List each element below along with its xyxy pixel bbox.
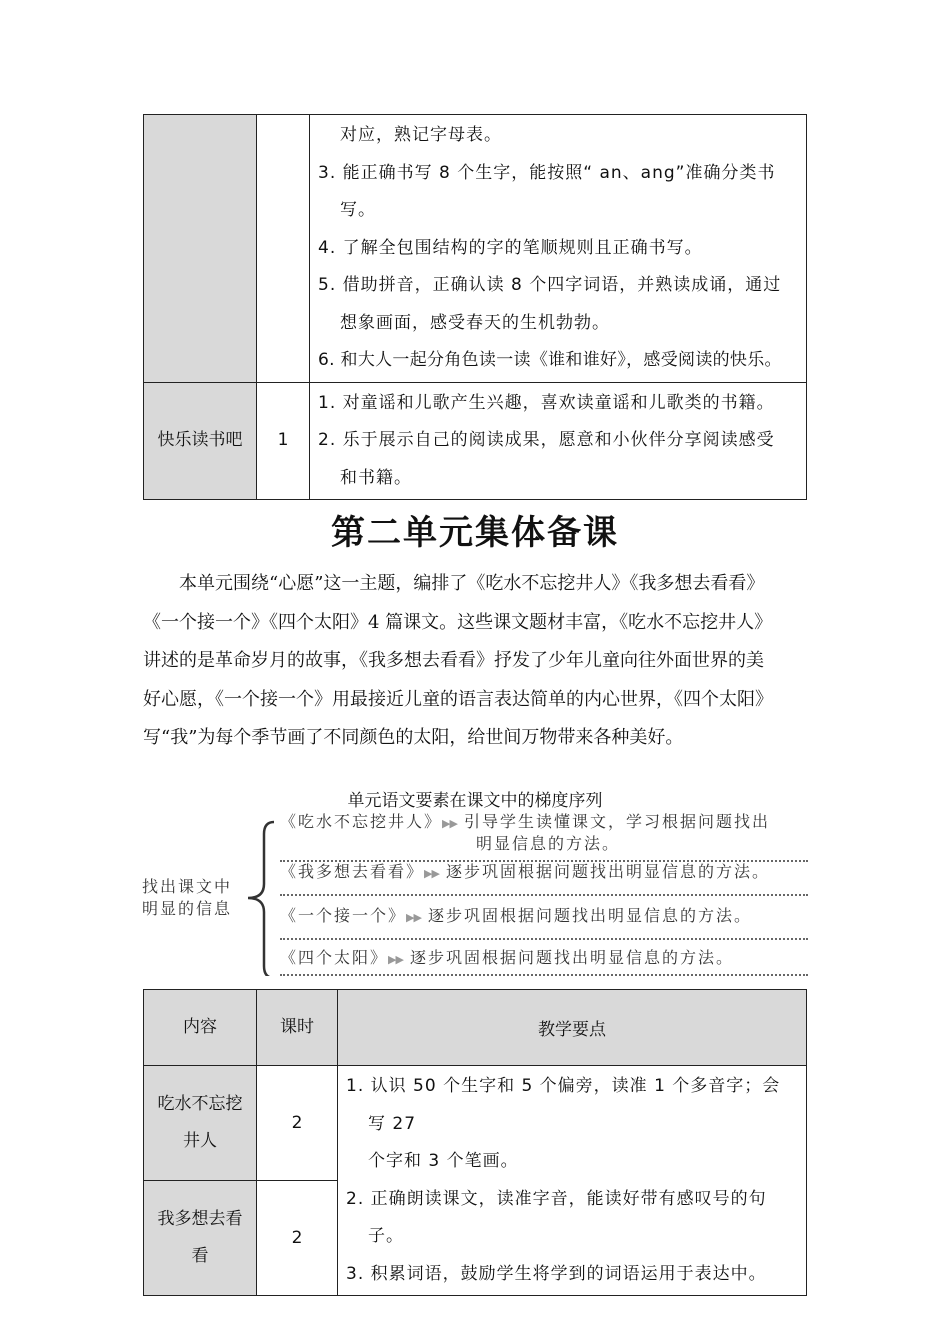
lesson-name: 《我多想去看看》 [280,862,425,881]
point-line: 对应，熟记字母表。 [340,125,502,145]
content-cell: 快乐读书吧 [144,382,257,500]
hours-cell: 2 [257,1066,338,1181]
points-cell [310,115,807,383]
teaching-table-continued [143,114,807,500]
intro-paragraph [143,565,807,758]
point-line: 和书籍。 [340,467,412,488]
diagram-row [280,860,770,886]
header-hours: 课时 [257,990,338,1066]
row-text: 逐步巩固根据问题找出明显信息的方法。 [410,948,735,967]
table-row [144,115,807,383]
point-line: 3. 能正确书写 8 个生字，能按照“ an、ang”准确分类书 [318,162,776,183]
dotted-divider [280,938,808,940]
point-line: 4. 了解全包围结构的字的笔顺规则且正确书写。 [318,237,703,258]
point-line: 3. 积累词语，鼓励学生将学到的词语运用于表达中。 [346,1263,767,1284]
intro-line: 讲述的是革命岁月的故事，《我多想去看看》抒发了少年儿童向往外面世界的美 [143,650,764,671]
intro-line: 写“我”为每个季节画了不同颜色的太阳，给世间万物带来各种美好。 [143,727,684,748]
intro-line: 《一个接一个》《四个太阳》4 篇课文。这些课文题材丰富，《吃水不忘挖井人》 [143,611,773,633]
points-cell [338,1066,807,1296]
content-cell: 吃水不忘挖井人 [144,1066,257,1181]
intro-line: 好心愿，《一个接一个》用最接近儿童的语言表达简单的内心世界，《四个太阳》 [143,688,773,710]
arrow-icon: ▶▶ [424,867,439,880]
content-cell [144,115,257,383]
dotted-divider [280,894,808,896]
dotted-divider [280,974,808,976]
point-line: 2. 正确朗读课文，读准字音，能读好带有感叹号的句子。 [346,1188,767,1246]
lesson-name: 《四个太阳》 [280,948,389,967]
gradient-diagram [140,796,812,982]
section-title: 第二单元集体备课 [331,513,619,553]
hours-cell: 1 [257,382,310,500]
diagram-row-continued [476,832,620,856]
point-line: 1. 认识 50 个生字和 5 个偏旁，读准 1 个多音字；会写 27 [346,1076,781,1134]
point-line: 2. 乐于展示自己的阅读成果，愿意和小伙伴分享阅读感受 [318,430,775,450]
hours-cell [257,115,310,383]
arrow-icon: ▶▶ [406,911,421,924]
lesson-name: 《一个接一个》 [280,906,407,925]
brace-icon [240,806,280,976]
point-line: 写。 [340,200,376,220]
diagram-row [280,904,752,930]
point-line: 个字和 3 个笔画。 [368,1151,519,1171]
row-text: 引导学生读懂课文，学习根据问题找出 [464,812,771,831]
row-text: 明显信息的方法。 [476,834,621,853]
table-row [144,1066,807,1181]
diagram-root-line: 明显的信息 [142,899,233,918]
row-text: 逐步巩固根据问题找出明显信息的方法。 [446,862,771,881]
point-line: 1. 对童谣和儿歌产生兴趣，喜欢读童谣和儿歌类的书籍。 [318,392,775,413]
lesson-name: 《吃水不忘挖井人》 [280,812,443,831]
diagram-root-label [142,876,246,920]
table-header-row [144,990,807,1066]
header-content: 内容 [144,990,257,1066]
point-line: 5. 借助拼音，正确认读 8 个四字词语，并熟读成诵，通过 [318,275,782,295]
point-line: 6. 和大人一起分角色读一读《谁和谁好》，感受阅读的快乐。 [318,350,782,370]
table-row [144,382,807,500]
hours-cell: 2 [257,1181,338,1296]
points-cell [310,382,807,500]
teaching-table [143,989,807,1296]
diagram-root-line: 找出课文中 [142,877,233,896]
content-cell: 我多想去看看 [144,1181,257,1296]
header-points: 教学要点 [338,990,807,1066]
row-text: 逐步巩固根据问题找出明显信息的方法。 [428,906,753,925]
arrow-icon: ▶▶ [442,817,457,830]
intro-line: 本单元围绕“心愿”这一主题，编排了《吃水不忘挖井人》《我多想去看看》 [179,573,765,594]
arrow-icon: ▶▶ [388,953,403,966]
diagram-caption: 单元语文要素在课文中的梯度序列 [347,791,603,811]
diagram-row [280,946,734,972]
point-line: 想象画面，感受春天的生机勃勃。 [340,312,610,333]
